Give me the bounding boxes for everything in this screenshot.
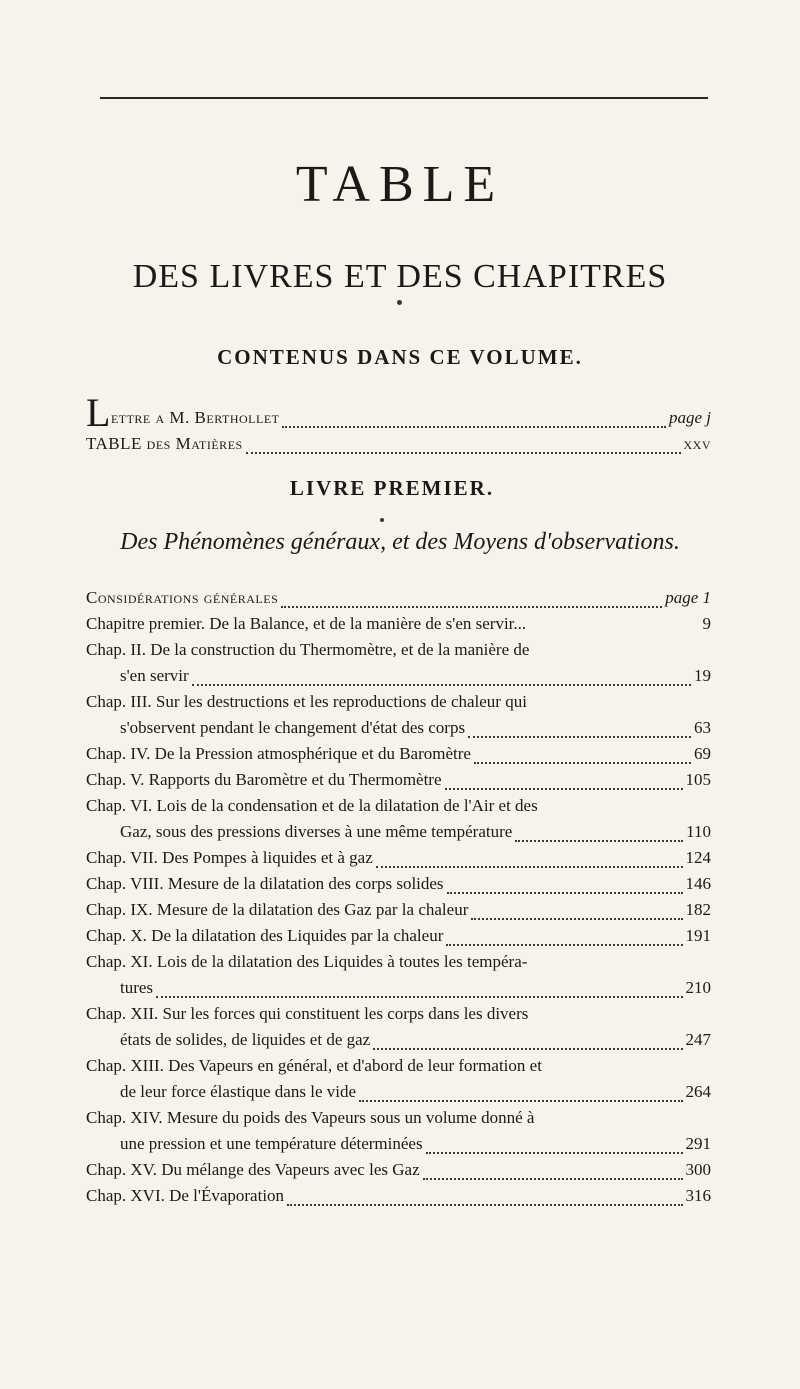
ornament-dot-icon bbox=[380, 518, 384, 522]
toc-entry-chapter-4 bbox=[86, 744, 711, 770]
entry-label: Chap. XI. Lois de la dilatation des Liquides à toutes les tempéra- bbox=[86, 952, 528, 971]
toc-entry-chapter-13-line1 bbox=[86, 1056, 711, 1082]
page-number: xxv bbox=[683, 434, 711, 453]
page-number: 291 bbox=[685, 1134, 711, 1153]
page-number: 300 bbox=[685, 1160, 711, 1179]
entry-label: Chap. II. De la construction du Thermomètre, et de la manière de bbox=[86, 640, 530, 659]
toc-entry-considerations bbox=[86, 588, 711, 614]
dot-leader bbox=[359, 1100, 682, 1102]
entry-label: Considérations générales bbox=[86, 588, 279, 607]
contents-note: CONTENUS DANS CE VOLUME. bbox=[217, 345, 583, 369]
toc-entry-chapter-14-line1 bbox=[86, 1108, 711, 1134]
page-title: TABLE bbox=[295, 156, 505, 213]
toc-entry-chapter-7 bbox=[86, 848, 711, 874]
page-number: 105 bbox=[685, 770, 711, 789]
entry-label: Chap. III. Sur les destructions et les reproductions de chaleur qui bbox=[86, 692, 527, 711]
page-number: 63 bbox=[694, 718, 711, 737]
drop-initial: L bbox=[86, 390, 111, 435]
header-rule bbox=[100, 97, 708, 99]
toc-entry-lettre bbox=[86, 390, 711, 435]
entry-label: Chap. XV. Du mélange des Vapeurs avec les Gaz bbox=[86, 1160, 420, 1179]
entry-label: ettre a M. Berthollet bbox=[110, 408, 280, 427]
toc-entry-chapter-13-line2 bbox=[120, 1082, 711, 1108]
toc-entry-chapter-8 bbox=[86, 874, 711, 900]
dot-leader bbox=[192, 684, 691, 686]
dot-leader bbox=[282, 426, 665, 428]
page-number: 247 bbox=[685, 1030, 711, 1049]
page-number: 182 bbox=[685, 900, 711, 919]
entry-label: Chap. VI. Lois de la condensation et de la dilatation de l'Air et des bbox=[86, 796, 538, 815]
entry-label: Chap. IX. Mesure de la dilatation des Gaz par la chaleur bbox=[86, 900, 469, 919]
entry-label: états de solides, de liquides et de gaz bbox=[120, 1030, 371, 1049]
dot-leader bbox=[426, 1152, 683, 1154]
dot-leader bbox=[445, 788, 683, 790]
entry-label: Chap. X. De la dilatation des Liquides par la chaleur bbox=[86, 926, 444, 945]
dot-leader bbox=[287, 1204, 682, 1206]
toc-entry-table-matieres bbox=[86, 434, 711, 460]
toc-entry-chapter-2-line1 bbox=[86, 640, 711, 666]
entry-label: TABLE des Matières bbox=[86, 434, 243, 453]
toc-entry-chapter-11-line2 bbox=[120, 978, 711, 1004]
entry-label: tures bbox=[120, 978, 154, 997]
dot-leader bbox=[468, 736, 691, 738]
toc-entry-chapter-14-line2 bbox=[120, 1134, 711, 1160]
book-subtitle: Des Phénomènes généraux, et des Moyens d'observations. bbox=[120, 529, 680, 555]
page-number: page 1 bbox=[665, 588, 711, 607]
toc-entry-chapter-9 bbox=[86, 900, 711, 926]
page-number: 316 bbox=[685, 1186, 711, 1205]
toc-entry-chapter-12-line2 bbox=[120, 1030, 711, 1056]
dot-leader bbox=[474, 762, 691, 764]
dot-leader bbox=[376, 866, 683, 868]
ornament-dot-icon bbox=[397, 300, 402, 305]
toc-entry-chapter-11-line1 bbox=[86, 952, 711, 978]
toc-entry-chapter-3-line2 bbox=[120, 718, 711, 744]
dot-leader bbox=[471, 918, 682, 920]
page-number: 191 bbox=[685, 926, 711, 945]
page-number: 264 bbox=[685, 1082, 711, 1101]
entry-label: une pression et une température déterminées bbox=[120, 1134, 423, 1153]
page-number: 9 bbox=[702, 614, 711, 633]
entry-label: Chap. VIII. Mesure de la dilatation des corps solides bbox=[86, 874, 444, 893]
entry-label: Chap. VII. Des Pompes à liquides et à gaz bbox=[86, 848, 373, 867]
dot-leader bbox=[246, 452, 681, 454]
dot-leader bbox=[447, 892, 683, 894]
entry-label: Chap. XIII. Des Vapeurs en général, et d'abord de leur formation et bbox=[86, 1056, 542, 1075]
toc-entry-chapter-3-line1 bbox=[86, 692, 711, 718]
entry-label: Chap. V. Rapports du Baromètre et du Thermomètre bbox=[86, 770, 442, 789]
toc-entry-chapter-1 bbox=[86, 614, 711, 640]
toc-entry-chapter-6-line1 bbox=[86, 796, 711, 822]
toc-entry-chapter-5 bbox=[86, 770, 711, 796]
toc-entry-chapter-12-line1 bbox=[86, 1004, 711, 1030]
page-number: page j bbox=[668, 408, 711, 427]
entry-label: Chap. XIV. Mesure du poids des Vapeurs sous un volume donné à bbox=[86, 1108, 535, 1127]
page-number: 110 bbox=[686, 822, 711, 841]
page-number: 124 bbox=[685, 848, 711, 867]
page-subtitle: DES LIVRES ET DES CHAPITRES bbox=[132, 258, 668, 295]
entry-label: Chap. IV. De la Pression atmosphérique et du Baromètre bbox=[86, 744, 471, 763]
dot-leader bbox=[515, 840, 683, 842]
entry-label: Chap. XVI. De l'Évaporation bbox=[86, 1186, 285, 1205]
entry-label: de leur force élastique dans le vide bbox=[120, 1082, 357, 1101]
page-number: 210 bbox=[685, 978, 711, 997]
toc-entry-chapter-2-line2 bbox=[120, 666, 711, 692]
entry-label: s'observent pendant le changement d'état des corps bbox=[120, 718, 466, 737]
page-number: 69 bbox=[694, 744, 711, 763]
toc-entry-chapter-6-line2 bbox=[120, 822, 711, 848]
dot-leader bbox=[373, 1048, 682, 1050]
page-number: 19 bbox=[694, 666, 711, 685]
entry-label: Chapitre premier. De la Balance, et de la manière de s'en servir... bbox=[86, 614, 527, 633]
toc-entry-chapter-15 bbox=[86, 1160, 711, 1186]
dot-leader bbox=[281, 606, 662, 608]
dot-leader bbox=[423, 1178, 683, 1180]
entry-label: s'en servir bbox=[120, 666, 189, 685]
book-title: LIVRE PREMIER. bbox=[289, 476, 495, 500]
dot-leader bbox=[446, 944, 682, 946]
dot-leader bbox=[156, 996, 682, 998]
entry-label: Chap. XII. Sur les forces qui constituent les corps dans les divers bbox=[86, 1004, 529, 1023]
toc-entry-chapter-16 bbox=[86, 1186, 711, 1212]
toc-entry-chapter-10 bbox=[86, 926, 711, 952]
page-number: 146 bbox=[685, 874, 711, 893]
entry-label: Gaz, sous des pressions diverses à une même température bbox=[120, 822, 513, 841]
